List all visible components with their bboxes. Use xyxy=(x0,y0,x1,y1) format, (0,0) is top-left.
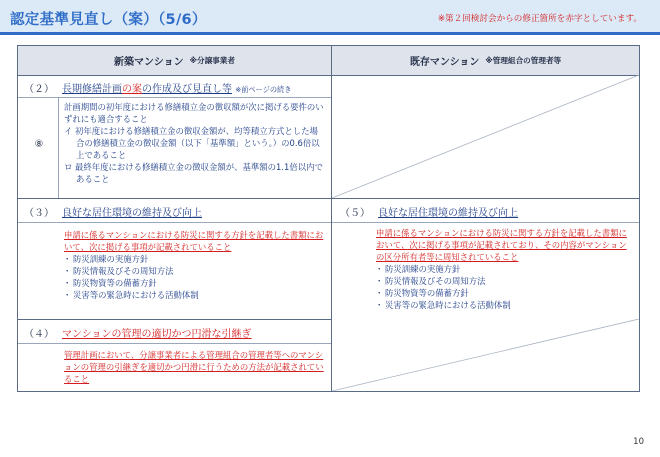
section-title-2 xyxy=(62,80,291,95)
revision-note: ※第２回検討会からの修正箇所を赤字としています。 xyxy=(437,14,642,24)
title-underline xyxy=(0,32,660,35)
item-i-text: 初年度における修繕積立金の徴収金額が、均等積立方式とした場合の修繕積立金の徴収金額（以下「基準額」という。）の0.6倍以上であること xyxy=(75,126,320,160)
row-divider xyxy=(18,222,331,223)
section-title-5: 良好な居住環境の維持及び向上 xyxy=(378,208,518,219)
continued-note: ※前ページの続き xyxy=(235,85,292,94)
section-5-intro: 申請に係るマンションにおける防災に関する方針を記載した書類において、次に掲げる事項が記載されており、その内容がマンションの区分所有者等に周知されていること xyxy=(376,228,627,262)
list-item: ・ 防災物資等の備蓄方針 xyxy=(64,277,326,289)
section-5-list xyxy=(376,263,634,311)
row-divider xyxy=(18,198,639,199)
section-2-intro-text: 計画期間の初年度における修繕積立金の徴収額が次に掲げる要件のいずれにも適合すること xyxy=(64,102,324,124)
section-title-2-part-c: の作成及び見直し等 xyxy=(142,84,232,95)
section-3-list xyxy=(64,253,326,301)
section-title-2-part-a: 長期修繕計画 xyxy=(62,84,122,95)
section-number-3: （３） xyxy=(24,208,54,219)
section-4-body xyxy=(64,349,328,385)
item-number: ⑧ xyxy=(34,139,44,150)
list-item: ・ 災害等の緊急時における活動体制 xyxy=(64,289,326,301)
column-header-new-sub: ※分譲事業者 xyxy=(189,56,235,65)
section-3-body xyxy=(64,229,326,301)
section-2-body xyxy=(64,101,326,185)
list-item: ・ 防災訓練の実施方針 xyxy=(376,263,634,275)
item-ro-mark: ロ xyxy=(64,162,73,172)
list-item: ・ 防災物資等の備蓄方針 xyxy=(376,287,634,299)
empty-cell-diagonal-bottom xyxy=(332,319,639,391)
list-item: ・ 防災情報及びその周知方法 xyxy=(376,275,634,287)
item-i xyxy=(64,125,326,161)
page-title: 認定基準見直し（案）（5/6） xyxy=(10,12,207,28)
section-number-5: （５） xyxy=(340,208,370,219)
number-column-divider xyxy=(58,97,59,198)
page-number: 10 xyxy=(633,437,644,447)
section-title-4: マンションの管理の適切かつ円滑な引継ぎ xyxy=(62,329,252,340)
column-header-existing xyxy=(332,46,639,76)
list-item: ・ 災害等の緊急時における活動体制 xyxy=(376,299,634,311)
empty-cell-diagonal xyxy=(332,75,639,198)
section-3-intro: 申請に係るマンションにおける防災に関する方針を記載した書類において、次に掲げる事項が記載されていること xyxy=(64,230,324,252)
column-header-new-label: 新築マンション xyxy=(114,57,184,68)
section-4-text: 管理計画において、分譲事業者による管理組合の管理者等へのマンションの管理の引継ぎを適切かつ円滑に行うための方法が記載されていること xyxy=(64,350,324,384)
section-number-2: （２） xyxy=(24,84,54,95)
column-header-existing-label: 既存マンション xyxy=(409,57,480,68)
section-2-intro xyxy=(64,101,326,125)
section-title-2-part-b: の案 xyxy=(122,84,142,95)
item-ro-text: 最終年度における修繕積立金の徴収金額が、基準額の1.1倍以内であること xyxy=(75,162,323,184)
item-ro xyxy=(64,161,326,185)
column-header-existing-sub: ※管理組合の管理者等 xyxy=(485,56,562,65)
list-item: ・ 防災情報及びその周知方法 xyxy=(64,265,326,277)
section-number-4: （４） xyxy=(24,329,54,340)
list-item: ・ 防災訓練の実施方針 xyxy=(64,253,326,265)
row-divider xyxy=(332,222,639,223)
item-i-mark: イ xyxy=(64,126,73,136)
row-divider xyxy=(18,343,331,344)
section-title-3: 良好な居住環境の維持及び向上 xyxy=(62,208,202,219)
row-divider xyxy=(18,319,331,320)
column-header-new xyxy=(18,46,331,76)
title-bar xyxy=(0,0,660,32)
comparison-table xyxy=(17,45,640,392)
row-divider xyxy=(18,97,331,98)
section-5-body xyxy=(376,227,634,311)
